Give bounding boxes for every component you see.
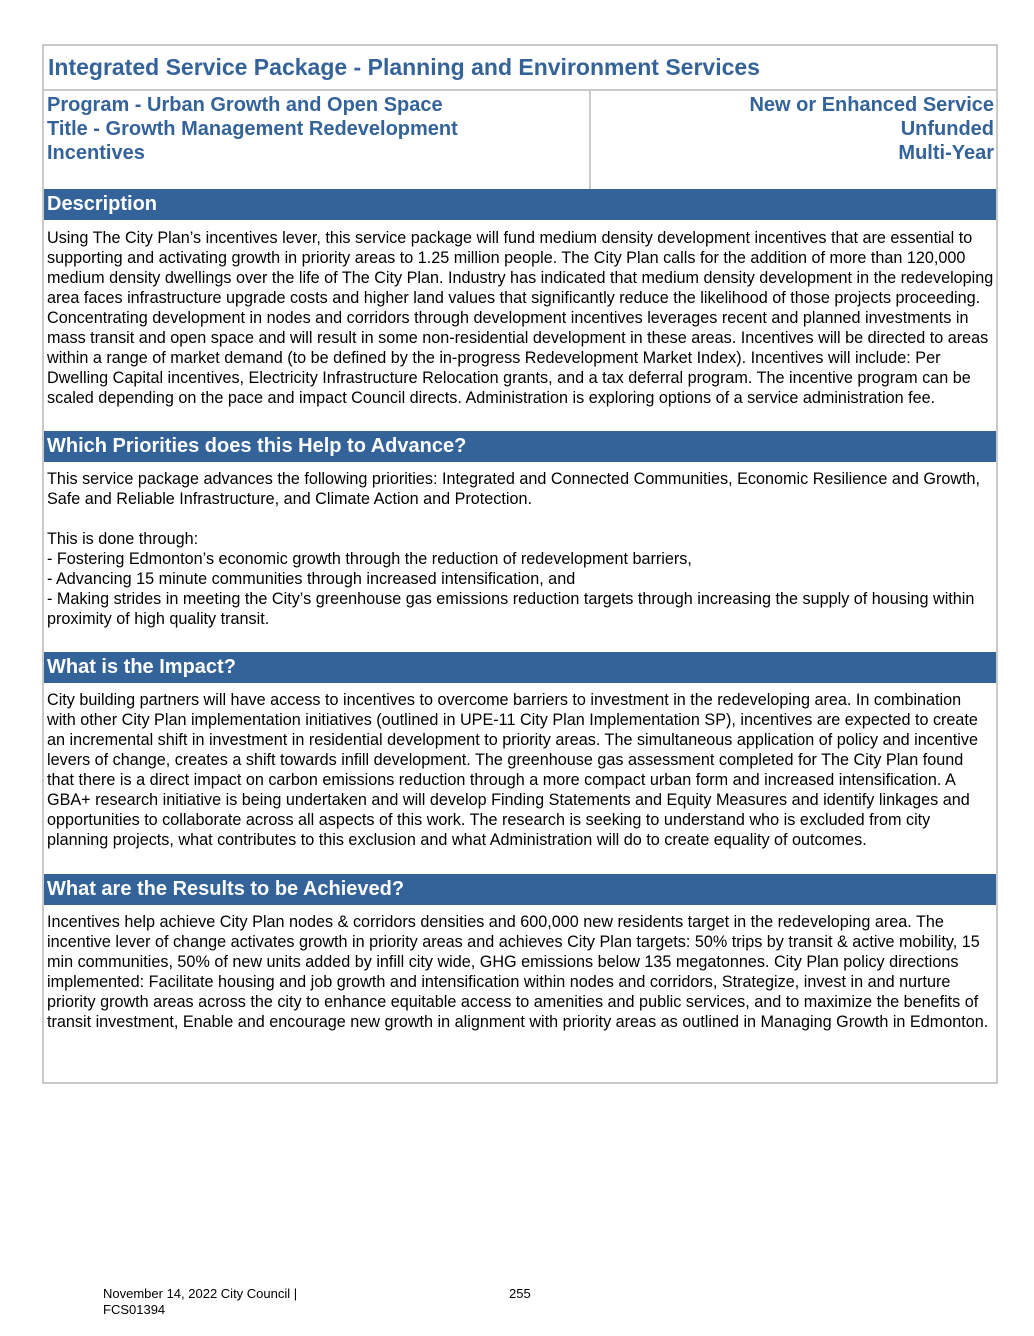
- program-line: Program - Urban Growth and Open Space: [47, 94, 443, 116]
- priorities-text: [47, 469, 994, 629]
- description-heading: Description: [44, 189, 996, 220]
- priorities-intro: This service package advances the following priorities: Integrated and Connected Communities, Economic Resilience and Growth, Safe and Reliable Infrastructure, and Climate Action and Protection.: [47, 470, 981, 508]
- list-item: - Fostering Edmonton’s economic growth through the reduction of redevelopment barriers,: [47, 550, 692, 568]
- page-number: 255: [509, 1286, 531, 1301]
- impact-heading: What is the Impact?: [44, 652, 996, 683]
- program-title-block: [47, 93, 587, 165]
- funding-status: Unfunded: [900, 118, 994, 140]
- results-text: Incentives help achieve City Plan nodes & corridors densities and 600,000 new residents target in the redeveloping area. The incentive lever of change activates growth in priority areas and achieves City Plan targets: 50% trips by transit & active mobility, 15 min communities, 50% of new units added by infill city wide, GHG emissions below 135 megatonnes. City Plan policy directions implemented: Facilitate housing and job growth and intensification within nodes and corridors, Strategize, invest in and nurture priority growth areas across the city to enhance equitable access to amenities and public services, and to maximize the benefits of transit investment, Enable and encourage new growth in alignment with priority areas as outlined in Managing Growth in Edmonton.: [47, 913, 989, 1031]
- priorities-heading: Which Priorities does this Help to Advance?: [44, 431, 996, 462]
- title-line: Title - Growth Management Redevelopment: [47, 118, 458, 140]
- list-item: - Advancing 15 minute communities through increased intensification, and: [47, 570, 576, 588]
- title-line-continued: Incentives: [47, 142, 145, 164]
- service-package-frame: [42, 44, 998, 1084]
- description-text: Using The City Plan’s incentives lever, this service package will fund medium density development incentives that are essential to supporting and activating growth in priority areas to 1.25 million people. The City Plan calls for the addition of more than 120,000 medium density dwellings over the life of The City Plan. Industry has indicated that medium density development in the redeveloping area faces infrastructure upgrade costs and higher land values that significantly reduce the likelihood of those projects proceeding. Concentrating development in nodes and corridors through development incentives leverages recent and planned investments in mass transit and open space and will result in some non-residential development in these areas. Incentives will be directed to areas within a range of market demand (to be defined by the in-progress Redevelopment Market Index). Incentives will include: Per Dwelling Capital incentives, Electricity Infrastructure Relocation grants, and a tax deferral program. The incentive program can be scaled depending on the pace and impact Council directs. Administration is exploring options of a service administration fee.: [47, 229, 994, 407]
- priorities-through-label: This is done through:: [47, 530, 199, 548]
- duration: Multi-Year: [898, 142, 994, 164]
- impact-text: City building partners will have access to incentives to overcome barriers to investment in the redeveloping area. In combination with other City Plan implementation initiatives (outlined in UPE-11 City Plan Implementation SP), incentives are expected to create an incremental shift in investment in residential development to priority areas. The simultaneous application of policy and incentive levers of change, creates a shift towards infill development. The greenhouse gas assessment completed for The City Plan found that there is a direct impact on carbon emissions reduction through a more compact urban form and increased intensification. A GBA+ research initiative is being undertaken and will develop Finding Statements and Equity Measures and identify linkages and opportunities to collaborate across all aspects of this work. The research is seeking to understand who is excluded from city planning projects, what contributes to this exclusion and what Administration will do to create equality of outcomes.: [47, 691, 978, 849]
- footer-report-number: FCS01394: [103, 1302, 166, 1317]
- results-heading: What are the Results to be Achieved?: [44, 874, 996, 905]
- footer-meeting: [103, 1286, 297, 1318]
- list-item: - Making strides in meeting the City’s greenhouse gas emissions reduction targets through increasing the supply of housing within proximity of high quality transit.: [47, 590, 975, 628]
- service-status-block: [594, 93, 994, 165]
- package-title: Integrated Service Package - Planning and Environment Services: [48, 54, 760, 80]
- divider: [44, 89, 996, 91]
- footer-date: November 14, 2022 City Council |: [103, 1286, 298, 1301]
- divider: [589, 91, 591, 189]
- service-type: New or Enhanced Service: [749, 94, 994, 116]
